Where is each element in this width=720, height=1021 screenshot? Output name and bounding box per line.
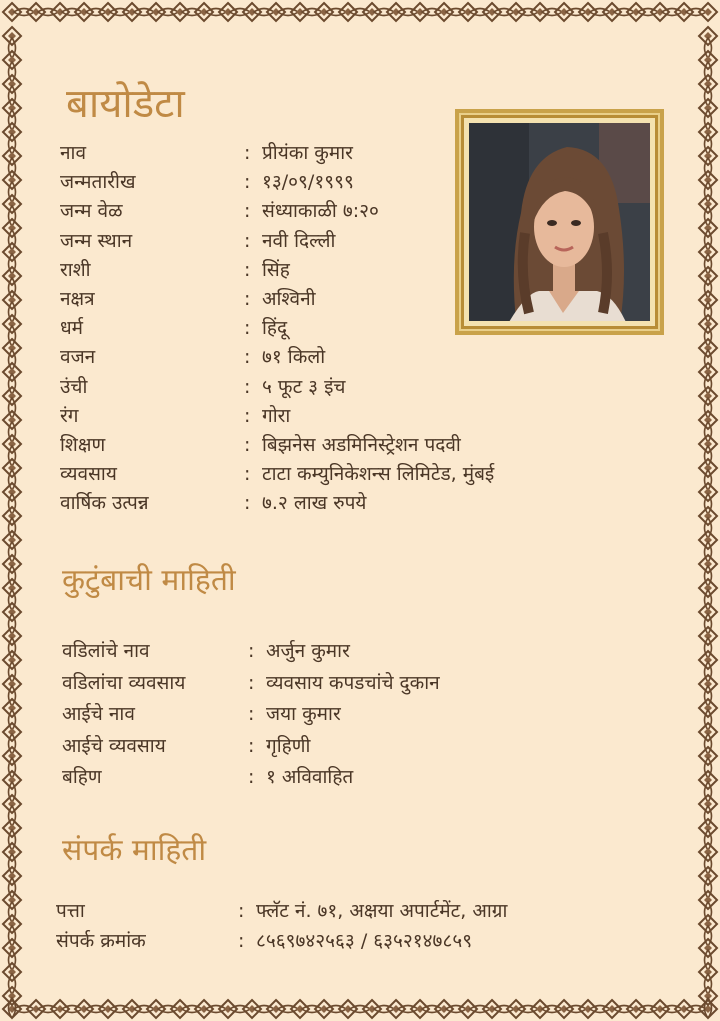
- field-value: फ्लॅट नं. ७१, अक्षया अपार्टमेंट, आग्रा: [256, 900, 508, 922]
- profile-photo: [469, 123, 650, 321]
- field-label: वार्षिक उत्पन्न: [60, 492, 149, 515]
- field-label: शिक्षण: [60, 434, 106, 456]
- field-label: उंची: [60, 375, 88, 398]
- photo-frame: [455, 109, 664, 335]
- field-value: ८५६९७४२५६३ / ६३५२१४७८५९: [256, 930, 473, 952]
- field-label: जन्मतारीख: [60, 171, 136, 194]
- field-value: जया कुमार: [266, 703, 341, 725]
- field-separator: :: [244, 434, 251, 456]
- field-value: टाटा कम्युनिकेशन्स लिमिटेड, मुंबई: [262, 463, 495, 486]
- field-label: वडिलांचे नाव: [62, 640, 150, 662]
- field-separator: :: [248, 640, 255, 662]
- contact-section-title: संपर्क माहिती: [62, 833, 207, 868]
- field-separator: :: [244, 346, 251, 369]
- field-separator: :: [244, 229, 251, 252]
- field-separator: :: [244, 142, 251, 164]
- field-separator: :: [244, 288, 251, 310]
- field-separator: :: [244, 375, 251, 398]
- field-separator: :: [238, 900, 245, 922]
- field-value: संध्याकाळी ७:२०: [262, 200, 379, 223]
- page-title: बायोडेटा: [66, 81, 185, 127]
- field-separator: :: [248, 766, 255, 788]
- field-separator: :: [244, 492, 251, 515]
- field-label: संपर्क क्रमांक: [56, 930, 146, 952]
- field-value: अश्विनी: [262, 288, 316, 310]
- field-label: नाव: [60, 142, 87, 164]
- field-value: व्यवसाय कपडचांचे दुकान: [266, 671, 440, 694]
- field-separator: :: [244, 404, 251, 427]
- field-label: पत्ता: [56, 900, 85, 922]
- field-separator: :: [244, 258, 251, 281]
- field-label: जन्म वेळ: [60, 200, 123, 223]
- field-label: जन्म स्थान: [60, 229, 133, 252]
- field-separator: :: [244, 171, 251, 194]
- field-separator: :: [244, 317, 251, 340]
- field-separator: :: [244, 200, 251, 223]
- field-value: अर्जुन कुमार: [266, 640, 350, 662]
- field-label: बहिण: [62, 766, 102, 788]
- field-label: वडिलांचा व्यवसाय: [62, 671, 186, 694]
- field-separator: :: [248, 671, 255, 694]
- field-label: रंग: [60, 404, 79, 427]
- field-separator: :: [244, 463, 251, 486]
- field-value: नवी दिल्ली: [262, 229, 336, 252]
- field-separator: :: [238, 930, 245, 952]
- field-value: गृहिणी: [266, 734, 311, 757]
- field-value: हिंदू: [262, 317, 288, 340]
- field-separator: :: [248, 734, 255, 757]
- field-value: गोरा: [262, 404, 291, 427]
- field-label: आईचे नाव: [62, 703, 135, 725]
- field-label: धर्म: [60, 317, 84, 340]
- field-label: व्यवसाय: [60, 463, 117, 486]
- field-value: ५ फूट ३ इंच: [262, 375, 346, 398]
- field-label: वजन: [60, 346, 96, 369]
- field-value: १३/०९/१९९९: [262, 171, 354, 194]
- field-value: ७१ किलो: [262, 346, 326, 369]
- field-value: १ अविवाहित: [266, 766, 354, 788]
- field-label: आईचे व्यवसाय: [62, 734, 166, 757]
- field-value: ७.२ लाख रुपये: [262, 492, 367, 515]
- field-value: सिंह: [262, 258, 290, 281]
- family-section-title: कुटुंबाची माहिती: [62, 563, 236, 598]
- field-label: राशी: [60, 258, 91, 281]
- field-value: प्रीयंका कुमार: [262, 142, 353, 164]
- field-label: नक्षत्र: [60, 288, 95, 310]
- field-value: बिझनेस अडमिनिस्ट्रेशन पदवी: [262, 434, 461, 456]
- field-separator: :: [248, 703, 255, 725]
